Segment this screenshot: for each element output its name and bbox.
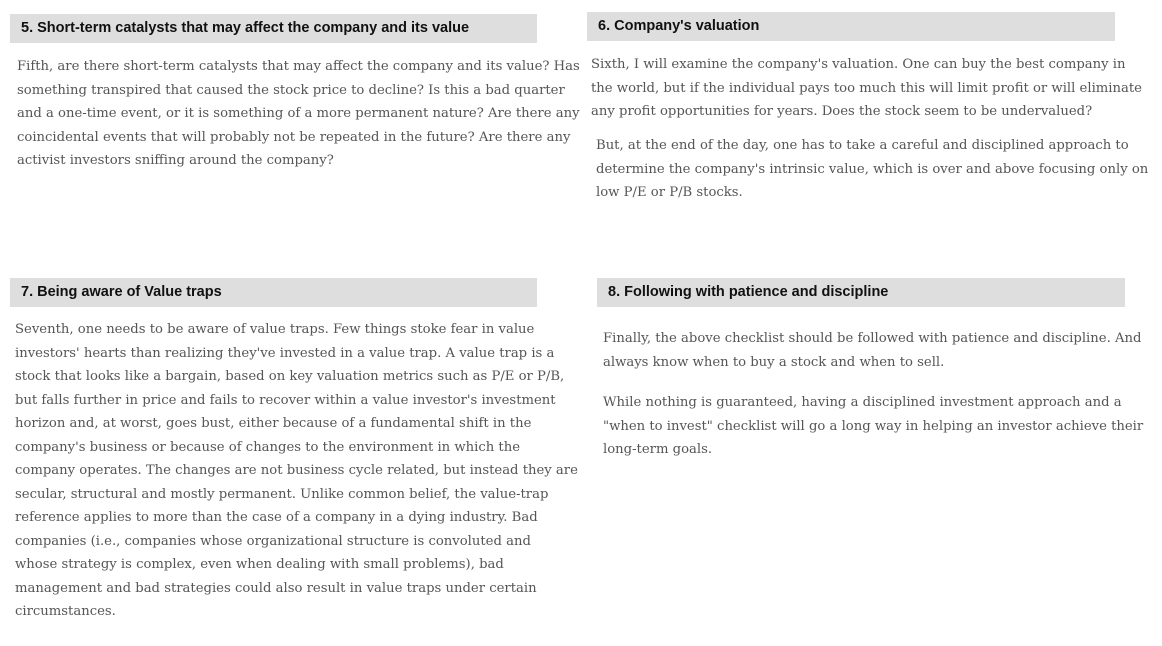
text-line: long-term goals.	[603, 442, 713, 457]
text-line: something transpired that caused the stock price to decline? Is this a bad quarter	[17, 82, 565, 98]
paragraph	[603, 391, 1143, 462]
section-heading: 6. Company's valuation	[587, 12, 1115, 41]
paragraph	[591, 53, 1142, 124]
text-line: management and bad strategies could also result in value traps under certain	[15, 580, 537, 596]
text-line: the world, but if the individual pays too much this will limit profit or will eliminate	[591, 80, 1142, 96]
text-line: whose strategy is complex, even when dealing with small problems), bad	[15, 557, 504, 572]
text-line: investors' hearts than realizing they've invested in a value trap. A value trap is a	[15, 345, 555, 361]
text-line: any profit opportunities for years. Does the stock seem to be undervalued?	[591, 104, 1093, 119]
text-line: but falls further in price and fails to recover within a value investor's investment	[15, 392, 556, 408]
text-line: secular, structural and mostly permanent. Unlike common belief, the value-trap	[15, 486, 549, 502]
text-line: Seventh, one needs to be aware of value traps. Few things stoke fear in value	[15, 322, 535, 337]
text-line: stock that looks like a bargain, based on key valuation metrics such as P/E or P/B,	[15, 369, 565, 384]
text-line: low P/E or P/B stocks.	[596, 185, 743, 200]
paragraph	[603, 327, 1141, 374]
text-line: circumstances.	[15, 604, 116, 619]
paragraph	[15, 318, 578, 624]
text-line: But, at the end of the day, one has to take a careful and disciplined approach to	[596, 138, 1129, 153]
text-line: Fifth, are there short-term catalysts that may affect the company and its value? Has	[17, 59, 580, 74]
text-line: companies (i.e., companies whose organizational structure is convoluted and	[15, 533, 531, 549]
section-heading: 5. Short-term catalysts that may affect the company and its value	[10, 14, 537, 43]
text-line: Finally, the above checklist should be followed with patience and discipline. And	[603, 331, 1142, 346]
text-line: While nothing is guaranteed, having a disciplined investment approach and a	[603, 395, 1122, 410]
text-line: company's business or because of changes to the environment in which the	[15, 439, 521, 455]
section-heading: 8. Following with patience and discipline	[597, 278, 1125, 307]
text-line: company operates. The changes are not business cycle related, but instead they are	[15, 463, 578, 478]
text-line: activist investors sniffing around the company?	[17, 153, 334, 168]
text-line: coincidental events that will probably not be repeated in the future? Are there any	[17, 129, 571, 145]
text-line: "when to invest" checklist will go a long way in helping an investor achieve their	[603, 418, 1144, 434]
text-line: determine the company's intrinsic value, which is over and above focusing only on	[596, 161, 1149, 177]
section-heading: 7. Being aware of Value traps	[10, 278, 537, 307]
paragraph	[596, 134, 1148, 205]
text-line: horizon and, at worst, goes bust, either because of a fundamental shift in the	[15, 416, 532, 431]
text-line: and a one-time event, or it is something of a more permanent nature? Are there any	[17, 106, 580, 121]
text-line: always know when to buy a stock and when to sell.	[603, 354, 945, 370]
paragraph	[17, 55, 580, 173]
text-line: reference applies to more than the case of a company in a dying industry. Bad	[15, 510, 538, 525]
text-line: Sixth, I will examine the company's valuation. One can buy the best company in	[591, 57, 1126, 72]
